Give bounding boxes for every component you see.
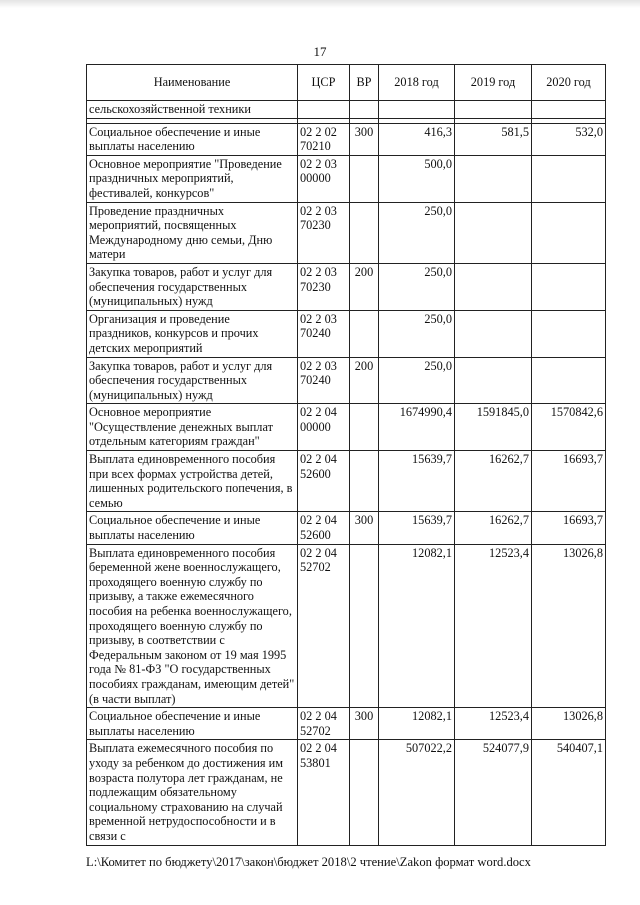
cell-2018: 12082,1 — [379, 708, 455, 740]
cell-2020 — [532, 357, 606, 404]
cell-vr — [350, 101, 379, 119]
table-row — [87, 101, 606, 119]
cell-vr: 300 — [350, 512, 379, 544]
cell-vr: 200 — [350, 357, 379, 404]
table-row — [87, 202, 606, 263]
cell-2018 — [379, 101, 455, 119]
footer-file-path: L:\Комитет по бюджету\2017\закон\бюджет 2018\2 чтение\Zakon формат word.docx — [86, 855, 531, 869]
cell-name: сельскохозяйственной техники — [87, 101, 298, 119]
table-row — [87, 404, 606, 451]
cell-vr — [350, 451, 379, 512]
cell-2018: 500,0 — [379, 155, 455, 202]
cell-csr: 02 2 04 52600 — [298, 451, 350, 512]
cell-2020 — [532, 202, 606, 263]
table-row — [87, 740, 606, 845]
cell-2018: 250,0 — [379, 310, 455, 357]
cell-2018: 250,0 — [379, 263, 455, 310]
cell-csr — [298, 101, 350, 119]
cell-csr: 02 2 04 52702 — [298, 708, 350, 740]
cell-name: Закупка товаров, работ и услуг для обеспечения государственных (муниципальных) нужд — [87, 357, 298, 404]
cell-2019: 581,5 — [455, 123, 532, 155]
cell-2019: 16262,7 — [455, 512, 532, 544]
cell-2020: 1570842,6 — [532, 404, 606, 451]
cell-2020: 532,0 — [532, 123, 606, 155]
cell-name: Выплата единовременного пособия при всех формах устройства детей, лишенных родительского попечения, в семью — [87, 451, 298, 512]
cell-csr: 02 2 04 52600 — [298, 512, 350, 544]
table-row — [87, 155, 606, 202]
table-row — [87, 708, 606, 740]
cell-2020 — [532, 263, 606, 310]
table-header-row — [87, 65, 606, 101]
page-number: 17 — [313, 44, 327, 59]
cell-vr — [350, 404, 379, 451]
cell-2019 — [455, 310, 532, 357]
cell-2019: 16262,7 — [455, 451, 532, 512]
table-row — [87, 357, 606, 404]
cell-2018: 15639,7 — [379, 512, 455, 544]
cell-vr: 200 — [350, 263, 379, 310]
cell-name: Социальное обеспечение и иные выплаты населению — [87, 123, 298, 155]
cell-2020: 13026,8 — [532, 708, 606, 740]
table-row — [87, 544, 606, 708]
cell-vr — [350, 310, 379, 357]
table-row — [87, 451, 606, 512]
cell-vr — [350, 740, 379, 845]
cell-vr: 300 — [350, 123, 379, 155]
cell-vr — [350, 202, 379, 263]
cell-2020: 16693,7 — [532, 451, 606, 512]
cell-2019 — [455, 202, 532, 263]
table-row — [87, 310, 606, 357]
cell-2019 — [455, 155, 532, 202]
table-row — [87, 263, 606, 310]
cell-2019 — [455, 263, 532, 310]
cell-2018: 507022,2 — [379, 740, 455, 845]
cell-2020: 16693,7 — [532, 512, 606, 544]
cell-2019: 524077,9 — [455, 740, 532, 845]
cell-2018: 15639,7 — [379, 451, 455, 512]
cell-name: Основное мероприятие "Осуществление денежных выплат отдельным категориям граждан" — [87, 404, 298, 451]
cell-csr: 02 2 03 70240 — [298, 357, 350, 404]
cell-2019 — [455, 357, 532, 404]
cell-name: Выплата единовременного пособия беременной жене военнослужащего, проходящего военную службу по призыву, а также ежемесячного пособия на ребенка военнослужащего, проходящего военную службу по призыву, в соответствии с Федеральным законом от 19 мая 1995 года № 81-ФЗ "О государственных пособиях гражданам, имеющим детей" (в части выплат) — [87, 544, 298, 708]
header-vr: ВР — [350, 65, 379, 101]
header-csr: ЦСР — [298, 65, 350, 101]
cell-csr: 02 2 04 00000 — [298, 404, 350, 451]
header-name: Наименование — [87, 65, 298, 101]
cell-name: Закупка товаров, работ и услуг для обеспечения государственных (муниципальных) нужд — [87, 263, 298, 310]
cell-name: Социальное обеспечение и иные выплаты населению — [87, 512, 298, 544]
header-2020: 2020 год — [532, 65, 606, 101]
cell-name: Выплата ежемесячного пособия по уходу за ребенком до достижения им возраста полутора лет гражданам, не подлежащим обязательному социальному страхованию на случай временной нетрудоспособности и в связи с — [87, 740, 298, 845]
cell-name: Основное мероприятие "Проведение праздничных мероприятий, фестивалей, конкурсов" — [87, 155, 298, 202]
cell-name: Проведение праздничных мероприятий, посвященных Международному дню семьи, Дню матери — [87, 202, 298, 263]
cell-csr: 02 2 02 70210 — [298, 123, 350, 155]
table-row — [87, 512, 606, 544]
header-2018: 2018 год — [379, 65, 455, 101]
cell-csr: 02 2 03 70230 — [298, 202, 350, 263]
cell-2019: 12523,4 — [455, 708, 532, 740]
budget-table — [86, 64, 606, 846]
cell-2020: 13026,8 — [532, 544, 606, 708]
cell-2019: 1591845,0 — [455, 404, 532, 451]
cell-2020 — [532, 101, 606, 119]
scan-edge — [0, 0, 640, 8]
cell-csr: 02 2 03 70230 — [298, 263, 350, 310]
cell-2018: 12082,1 — [379, 544, 455, 708]
cell-vr: 300 — [350, 708, 379, 740]
cell-csr: 02 2 04 53801 — [298, 740, 350, 845]
cell-2020 — [532, 155, 606, 202]
cell-csr: 02 2 03 70240 — [298, 310, 350, 357]
cell-2018: 250,0 — [379, 357, 455, 404]
header-2019: 2019 год — [455, 65, 532, 101]
cell-2019 — [455, 101, 532, 119]
table-row — [87, 123, 606, 155]
cell-2019: 12523,4 — [455, 544, 532, 708]
cell-vr — [350, 544, 379, 708]
cell-name: Организация и проведение праздников, конкурсов и прочих детских мероприятий — [87, 310, 298, 357]
cell-2018: 250,0 — [379, 202, 455, 263]
cell-2018: 416,3 — [379, 123, 455, 155]
cell-vr — [350, 155, 379, 202]
cell-csr: 02 2 03 00000 — [298, 155, 350, 202]
cell-2018: 1674990,4 — [379, 404, 455, 451]
cell-2020 — [532, 310, 606, 357]
cell-name: Социальное обеспечение и иные выплаты населению — [87, 708, 298, 740]
cell-csr: 02 2 04 52702 — [298, 544, 350, 708]
cell-2020: 540407,1 — [532, 740, 606, 845]
